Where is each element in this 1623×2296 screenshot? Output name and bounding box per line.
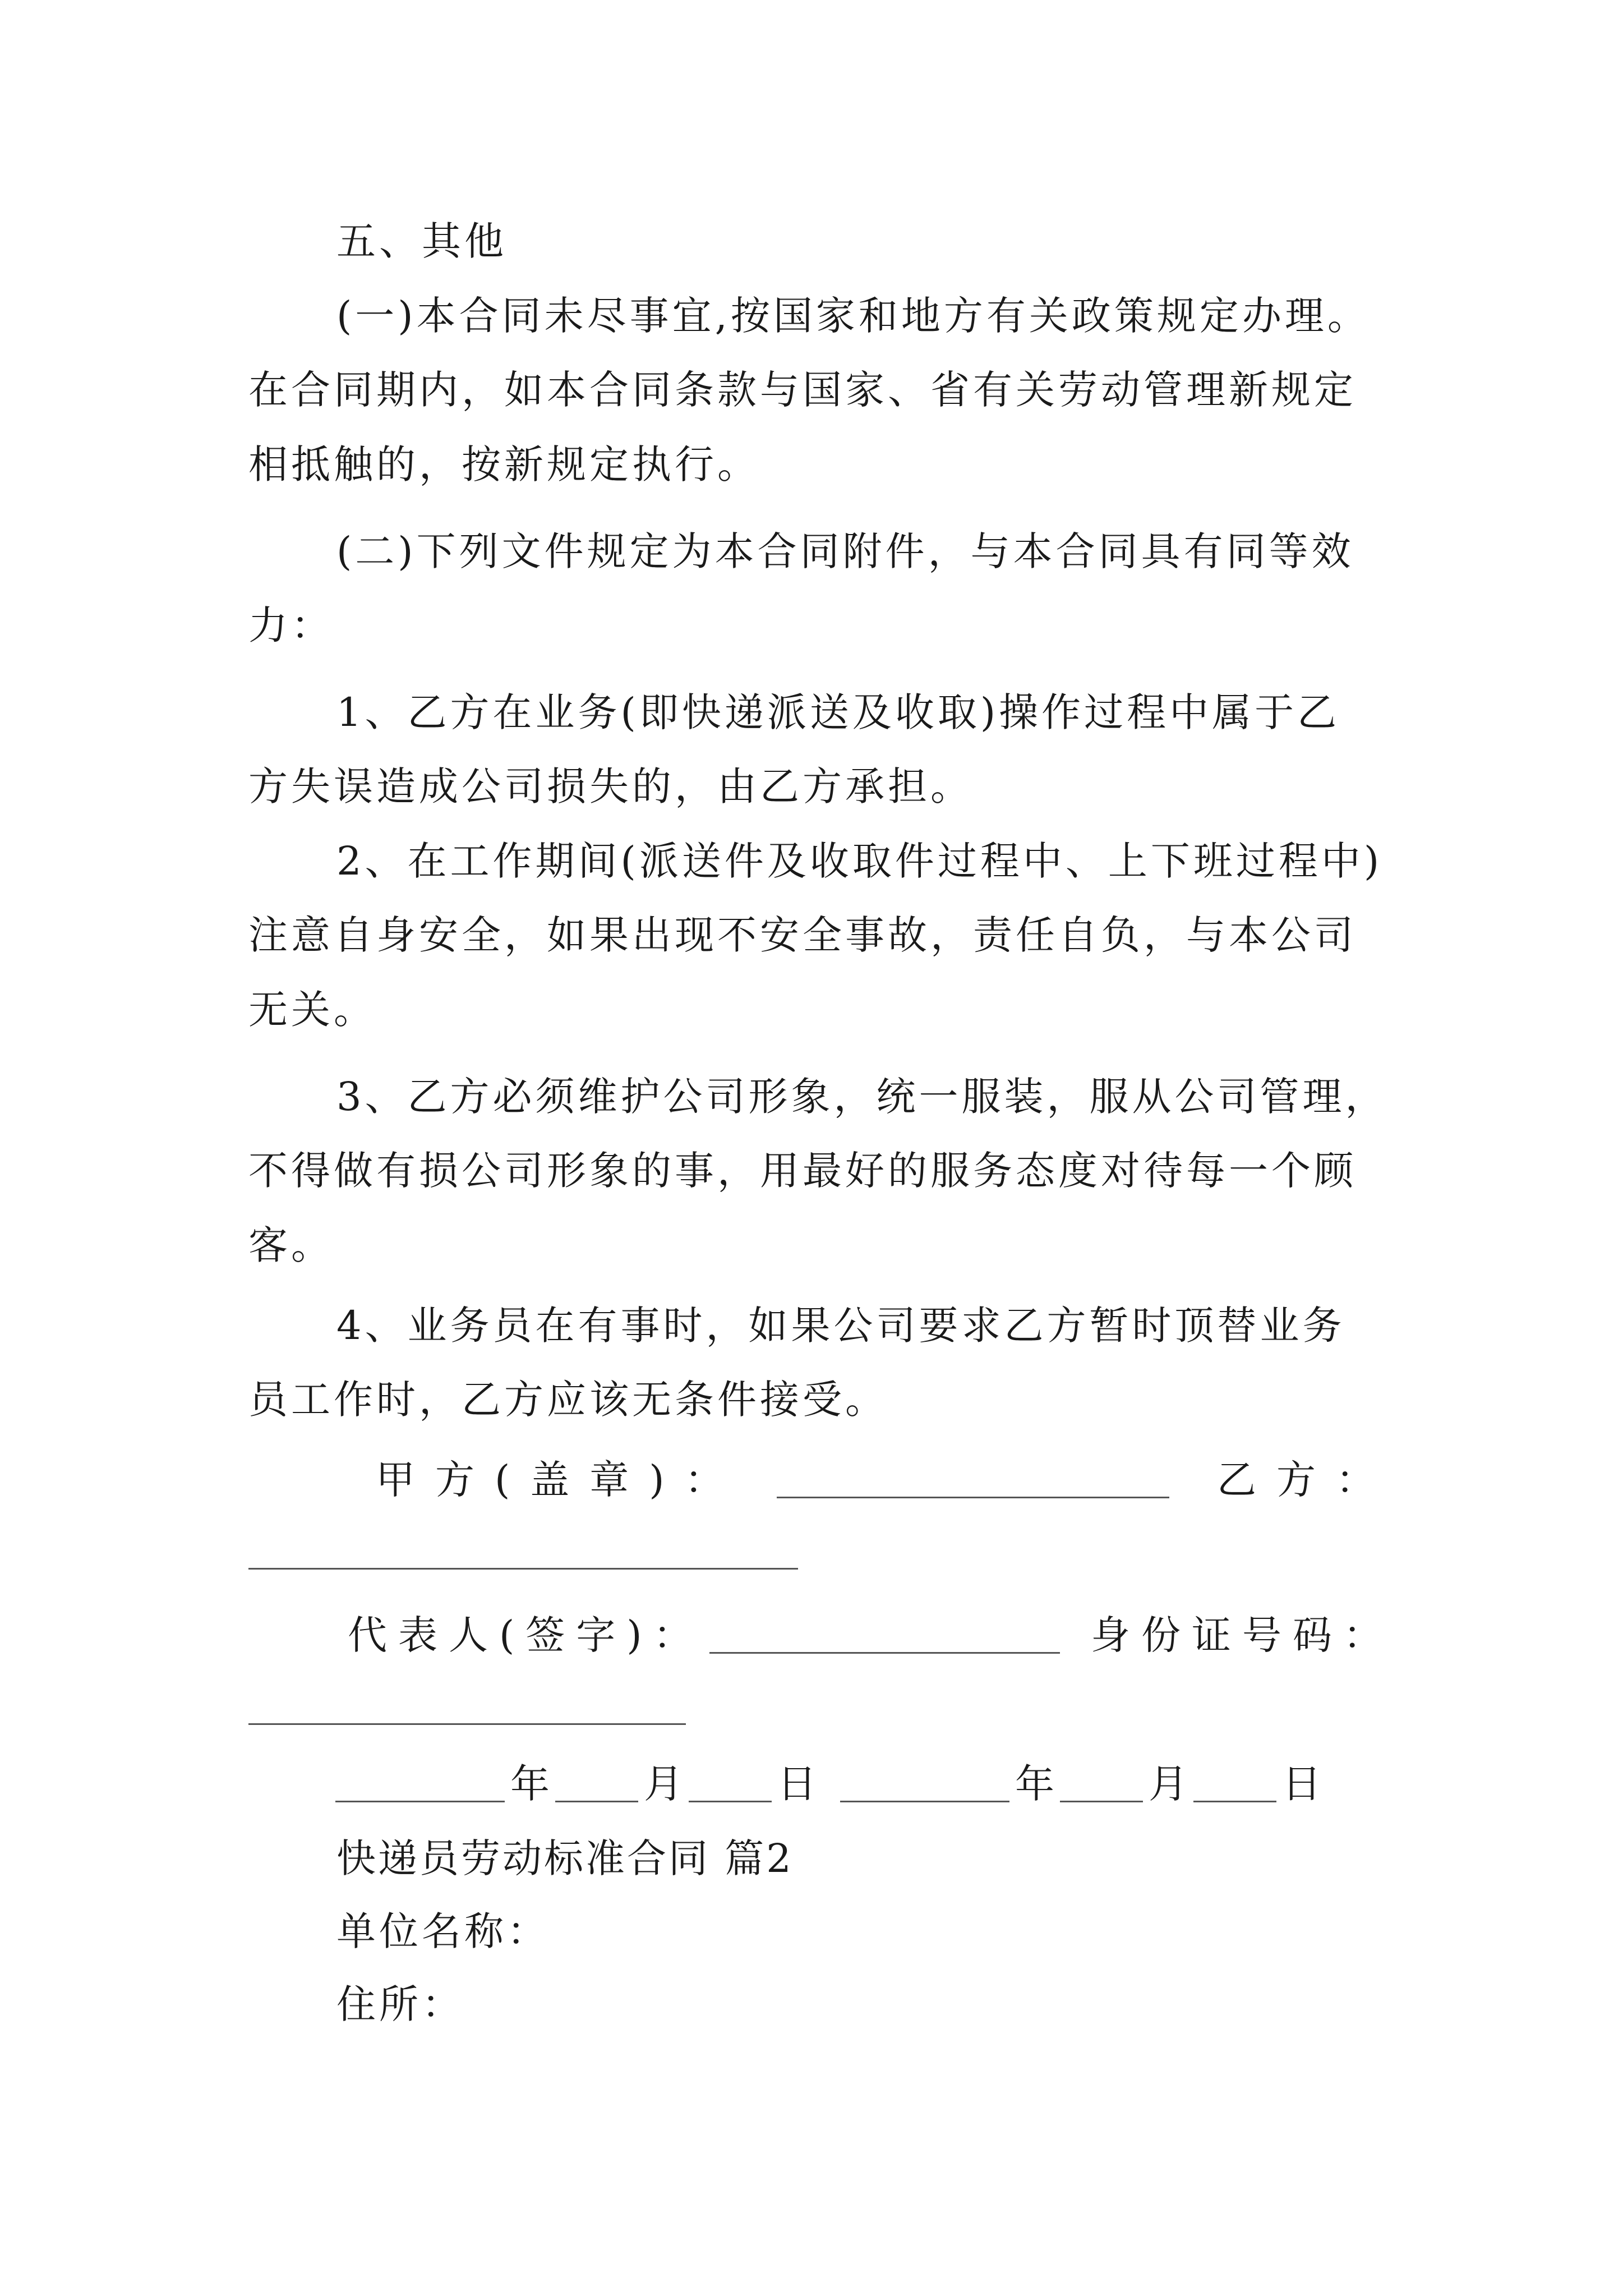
clause-1-line-2: 在合同期内，如本合同条款与国家、省有关劳动管理新规定: [248, 367, 1357, 413]
date-a-day-blank: [689, 1801, 772, 1802]
date-b-year-label: 年: [1015, 1761, 1054, 1807]
clause-1-line-3: 相抵触的，按新规定执行。: [248, 441, 760, 487]
unit-name-label: 单位名称：: [336, 1908, 550, 1954]
item-4-line-2: 员工作时，乙方应该无条件接受。: [248, 1377, 888, 1423]
item-1-line-2: 方失误造成公司损失的，由乙方承担。: [248, 763, 973, 809]
clause-1-line-1: (一)本合同未尽事宜,按国家和地方有关政策规定办理。: [336, 293, 1370, 339]
representative-label: 代表人(签字)：: [348, 1612, 704, 1658]
date-a-year-blank: [335, 1801, 505, 1802]
date-a-year-label: 年: [510, 1761, 550, 1807]
item-2-line-3: 无关。: [248, 987, 376, 1033]
item-1-line-1: 1、乙方在业务(即快递派送及收取)操作过程中属于乙: [336, 689, 1340, 735]
date-a-day-label: 日: [777, 1761, 817, 1807]
item-3-line-1: 3、乙方必须维护公司形象，统一服装，服从公司管理，: [336, 1074, 1388, 1120]
address-label: 住所：: [336, 1981, 464, 2027]
date-b-year-blank: [840, 1801, 1009, 1802]
date-b-day-label: 日: [1282, 1761, 1321, 1807]
item-4-line-1: 4、业务员在有事时，如果公司要求乙方暂时顶替业务: [336, 1303, 1345, 1349]
party-a-label: 甲方(盖章)：: [376, 1457, 744, 1503]
party-b-label: 乙方：: [1217, 1457, 1395, 1503]
clause-2-line-2: 力：: [248, 602, 334, 648]
date-b-month-label: 月: [1149, 1761, 1188, 1807]
item-3-line-2: 不得做有损公司形象的事，用最好的服务态度对待每一个顾: [248, 1148, 1357, 1194]
representative-signature-line: [709, 1652, 1060, 1654]
item-2-line-2: 注意自身安全，如果出现不安全事故，责任自负，与本公司: [248, 912, 1357, 958]
clause-2-line-1: (二)下列文件规定为本合同附件，与本合同具有同等效: [336, 528, 1354, 574]
item-2-line-1: 2、在工作期间(派送件及收取件过程中、上下班过程中): [336, 838, 1383, 884]
date-a-month-label: 月: [644, 1761, 683, 1807]
id-number-label: 身份证号码：: [1091, 1612, 1394, 1658]
id-number-line: [248, 1723, 686, 1725]
next-section-title: 快递员劳动标准合同 篇2: [336, 1835, 794, 1881]
section-heading: 五、其他: [336, 218, 507, 264]
party-a-signature-line: [777, 1497, 1169, 1498]
party-b-signature-line: [248, 1568, 798, 1570]
date-b-day-blank: [1193, 1801, 1276, 1802]
item-3-line-3: 客。: [248, 1222, 334, 1268]
date-b-month-blank: [1060, 1801, 1143, 1802]
date-a-month-blank: [555, 1801, 638, 1802]
